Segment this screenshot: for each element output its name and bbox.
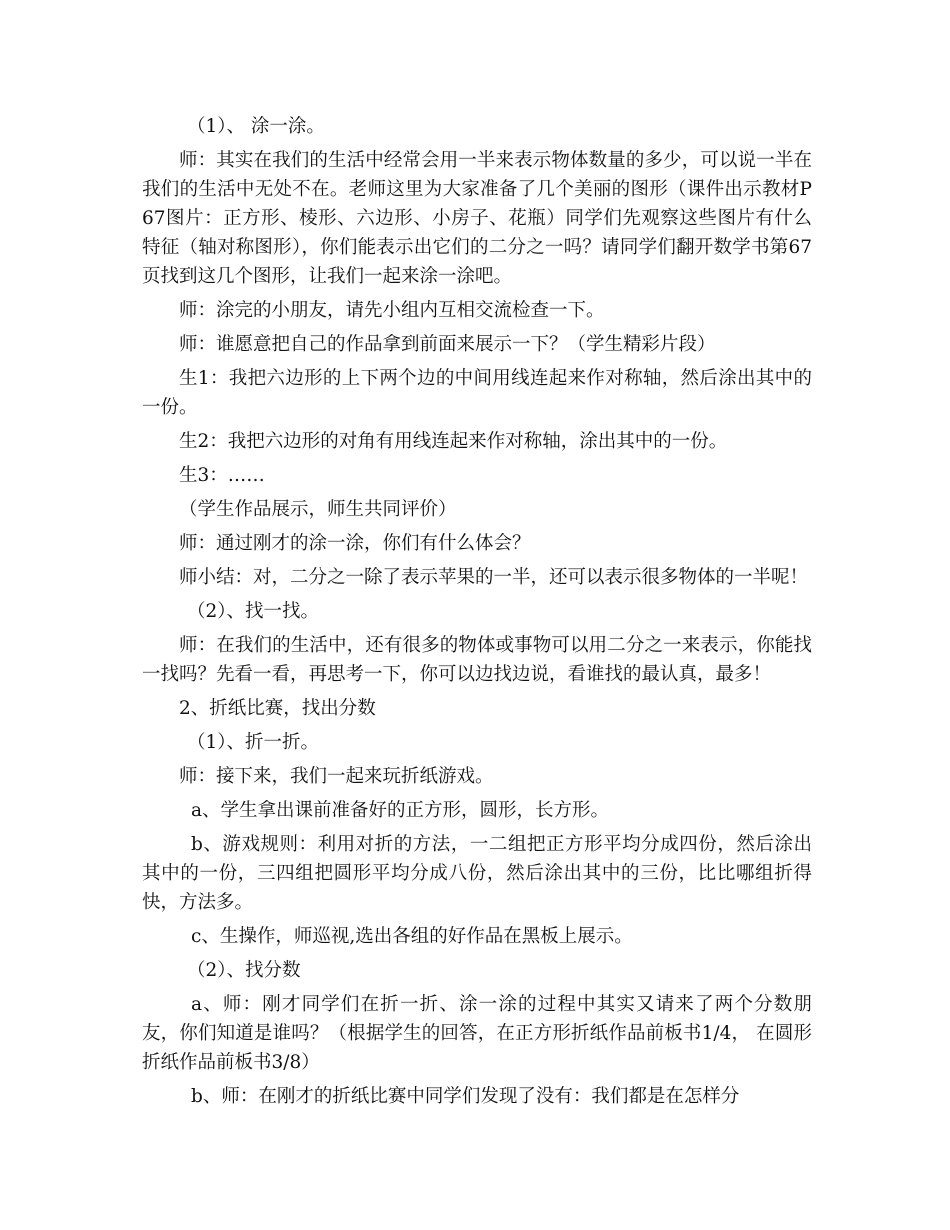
list-item-c: c、生操作，师巡视,选出各组的好作品在黑板上展示。 <box>191 926 633 947</box>
paragraph-teacher-game: 师：接下来，我们一起来玩折纸游戏。 <box>179 766 494 787</box>
list-item-a-fraction: a、师：刚才同学们在折一折、涂一涂的过程中其实又请来了两个分数朋友，你们知道是谁吗？（根据学生的回答，在正方形折纸作品前板书1/4， 在圆形折纸作品前板书3/8） <box>142 994 812 1073</box>
paragraph-evaluation: （学生作品展示，师生共同评价） <box>179 499 457 520</box>
paragraph-student-2: 生2：我把六边形的对角有用线连起来作对称轴，涂出其中的一份。 <box>179 431 728 452</box>
section-heading-fold-contest: 2、折纸比赛，找出分数 <box>179 698 376 719</box>
paragraph-teacher-show: 师：谁愿意把自己的作品拿到前面来展示一下？（学生精彩片段） <box>179 334 716 355</box>
list-item-b: b、游戏规则：利用对折的方法，一二组把正方形平均分成四份，然后涂出其中的一份，三四组把圆形平均分成八份，然后涂出其中的三份，比比哪组折得快，方法多。 <box>142 834 812 913</box>
section-heading-find: （2）、找一找。 <box>187 601 320 622</box>
paragraph-teacher-check: 师：涂完的小朋友，请先小组内互相交流检查一下。 <box>179 300 605 321</box>
paragraph-student-1: 生1：我把六边形的上下两个边的中间用线连起来作对称轴，然后涂出其中的一份。 <box>142 368 812 418</box>
list-item-b-fraction: b、师：在刚才的折纸比赛中同学们发现了没有：我们都是在怎样分 <box>191 1086 740 1107</box>
section-heading-find-fraction: （2）、找分数 <box>187 960 301 981</box>
paragraph-teacher-question: 师：通过刚才的涂一涂，你们有什么体会？ <box>179 533 531 554</box>
list-item-a: a、学生拿出课前准备好的正方形，圆形，长方形。 <box>191 800 610 821</box>
paragraph-teacher-intro: 师：其实在我们的生活中经常会用一半来表示物体数量的多少，可以说一半在我们的生活中无处不在。老师这里为大家准备了几个美丽的图形（课件出示教材P67图片：正方形、棱形、六边形、小房子、花瓶）同学们先观察这些图片有什么特征（轴对称图形），你们能表示出它们的二分之一吗？请同学们翻开数学书第67页找到这几个图形，让我们一起来涂一涂吧。 <box>142 150 812 287</box>
section-heading-paint: （1）、 涂一涂。 <box>187 116 325 137</box>
paragraph-teacher-summary: 师小结：对，二分之一除了表示苹果的一半，还可以表示很多物体的一半呢！ <box>179 567 809 588</box>
paragraph-teacher-find: 师：在我们的生活中，还有很多的物体或事物可以用二分之一来表示，你能找一找吗？先看一看，再思考一下，你可以边找边说，看谁找的最认真，最多！ <box>142 635 812 685</box>
paragraph-student-3: 生3：…… <box>179 465 265 486</box>
document-body <box>142 112 812 1116</box>
section-heading-fold: （1）、折一折。 <box>187 732 320 753</box>
